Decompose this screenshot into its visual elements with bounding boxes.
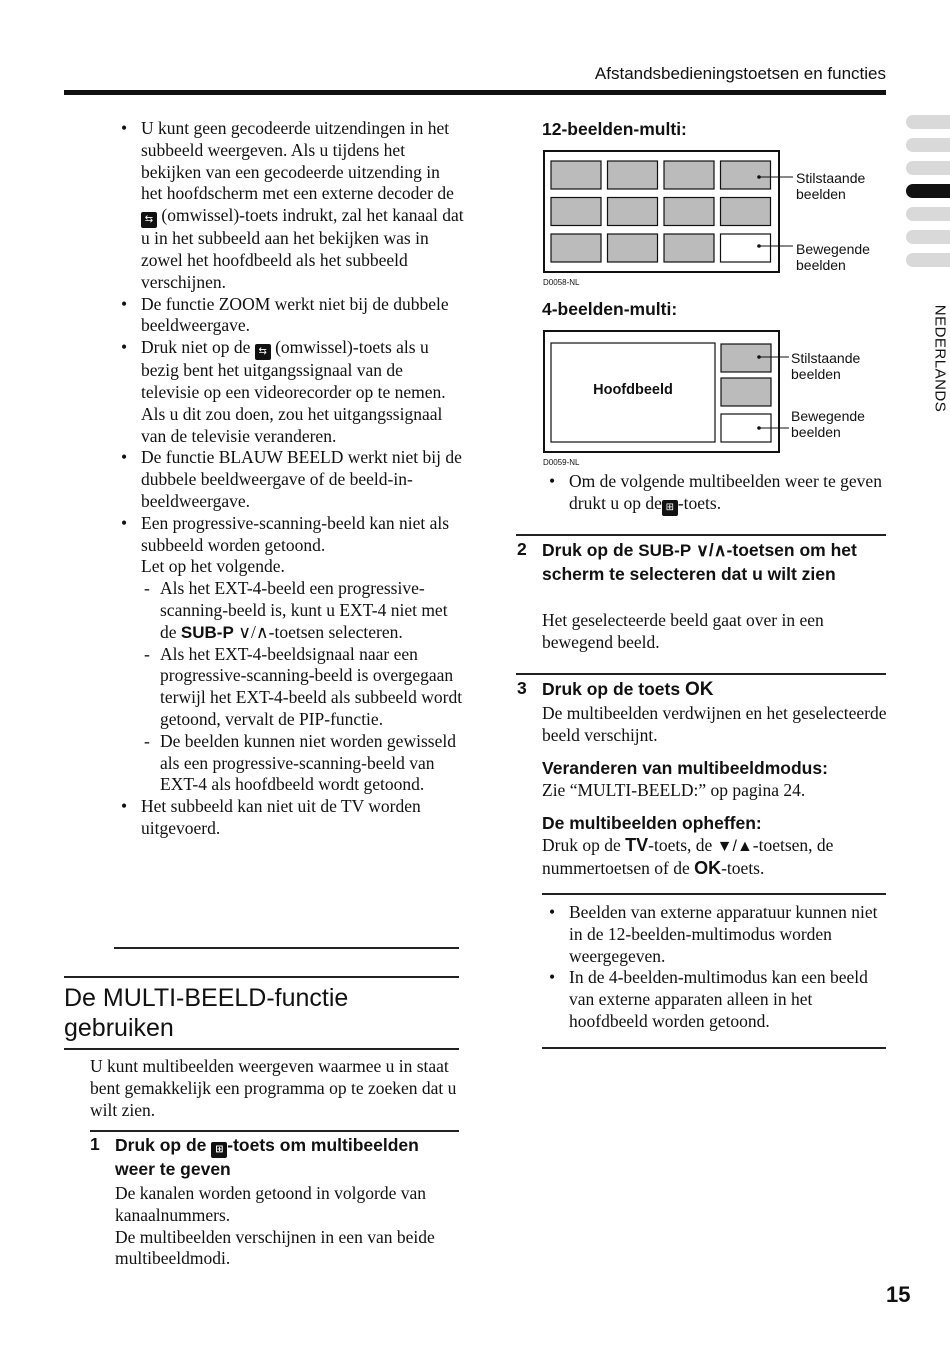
divider [64, 976, 459, 978]
page-number: 15 [886, 1282, 911, 1307]
tile-still [721, 198, 771, 226]
divider [542, 893, 886, 895]
callout-dot [757, 244, 761, 248]
tile-still [551, 161, 601, 189]
step-heading: Druk op de toets OK [542, 679, 714, 700]
section-tab-active [906, 184, 950, 198]
tile-still [608, 198, 658, 226]
header-rule [64, 90, 886, 95]
tile-still [551, 198, 601, 226]
section-tab [906, 230, 950, 244]
list-item: • U kunt geen gecodeerde uitzendingen in het subbeeld weergeven. Als u tijdens het bekijken van een gecodeerde uitzending in het hoofdscherm met een externe decoder de ⇆ (omwissel)-toets indrukt, zal het kanaal dat u in het subbeeld aan het bekijken was in zowel het hoofdbeeld als het subbeeld verschijnen. [114, 118, 464, 294]
sub-list-item: - Als het EXT-4-beeldsignaal naar een progressive-scanning-beeld is overgegaan terwijl het EXT-4-beeld als subbeeld wordt getoond, vervalt de PIP-functie. [141, 644, 464, 731]
tile-still [551, 234, 601, 262]
step-number: 1 [90, 1134, 100, 1154]
tile-still [664, 234, 714, 262]
step-number: 2 [517, 539, 527, 559]
divider [90, 1130, 459, 1132]
subheading-change-mode: Veranderen van multibeeldmodus: [542, 758, 828, 778]
section-tab [906, 138, 950, 152]
step-body: Het geselecteerde beeld gaat over in een bewegend beeld. [542, 610, 824, 652]
label-still-images: Stilstaande beelden [796, 170, 866, 202]
divider [64, 1048, 459, 1050]
section-title: De MULTI-BEELD-functie gebruiken [64, 984, 349, 1042]
divider [516, 534, 886, 536]
diagram-12-title: 12-beelden-multi: [542, 119, 687, 139]
left-notes [114, 118, 464, 840]
callout-dot [757, 175, 761, 179]
tile-still [721, 161, 771, 189]
swap-icon: ⇆ [141, 212, 157, 228]
tile-still [608, 234, 658, 262]
language-label: NEDERLANDS [931, 304, 949, 413]
subheading-cancel: De multibeelden opheffen: [542, 813, 762, 833]
section-tab [906, 161, 950, 175]
label-still-images: Stilstaande beelden [791, 350, 861, 382]
figure-code: D0058-NL [543, 278, 580, 287]
step-heading: Druk op de SUB-P ∨/∧-toetsen om het scherm te selecteren dat u wilt zien [542, 540, 857, 584]
diagram-note [542, 471, 887, 516]
subheading-body: Druk op de TV-toets, de ▼/▲-toetsen, de nummertoetsen of de OK-toets. [542, 835, 834, 878]
sub-picture [721, 344, 771, 372]
list-item: • In de 4-beelden-multimodus kan een beeld van externe apparaten alleen in het hoofdbeeld worden getoond. [542, 967, 887, 1032]
callout-dot [757, 426, 761, 430]
divider [114, 947, 459, 949]
divider [542, 1047, 886, 1049]
tile-moving [721, 234, 771, 262]
right-notes [542, 902, 887, 1033]
diagram-4-title: 4-beelden-multi: [542, 299, 678, 319]
figure-code: D0059-NL [543, 458, 580, 467]
callout-dot [757, 355, 761, 359]
sub-list-item: - Als het EXT-4-beeld een progressive-scanning-beeld is, kunt u EXT-4 niet met de SUB-P ∨/∧-toetsen selecteren. [141, 578, 464, 643]
list-item: • Het subbeeld kan niet uit de TV worden uitgevoerd. [114, 796, 464, 840]
step-heading: Druk op de ⊞ -toets om multibeelden weer te geven [115, 1135, 419, 1179]
main-picture-label: Hoofdbeeld [593, 382, 673, 398]
subheading-body: Zie “MULTI-BEELD:” op pagina 24. [542, 780, 806, 800]
list-item: • De functie ZOOM werkt niet bij de dubbele beeldweergave. [114, 294, 464, 338]
section-tab [906, 207, 950, 221]
section-tab [906, 253, 950, 267]
swap-icon: ⇆ [255, 344, 271, 360]
label-moving-images: Bewegende beelden [796, 241, 870, 273]
tile-still [664, 161, 714, 189]
sub-list-item: - De beelden kunnen niet worden gewisseld als een progressive-scanning-beeld van EXT-4 als hoofdbeeld wordt getoond. [141, 731, 464, 796]
step-body: De kanalen worden getoond in volgorde van kanaalnummers. De multibeelden verschijnen in een van beide multibeeldmodi. [115, 1183, 435, 1269]
page-header-title: Afstandsbedieningstoetsen en functies [594, 64, 886, 83]
list-item: • Druk niet op de ⇆ (omwissel)-toets als u bezig bent het uitgangssignaal van de televisie op een videorecorder op te nemen. Als u dit zou doen, zou het uitgangssignaal van de televisie veranderen. [114, 337, 464, 447]
step-number: 3 [517, 678, 527, 698]
multi-picture-icon: ⊞ [662, 500, 678, 516]
step-body: De multibeelden verdwijnen en het geselecteerde beeld verschijnt. [542, 703, 887, 745]
list-item: • De functie BLAUW BEELD werkt niet bij de dubbele beeldweergave of de beeld-in-beeldweergave. [114, 447, 464, 512]
tile-still [664, 198, 714, 226]
list-item: • Een progressive-scanning-beeld kan niet als subbeeld worden getoond. Let op het volgende. - Als het EXT-4-beeld een progressive-scanning-beeld is, kunt u EXT-4 niet met de SUB-P ∨/∧-toetsen selecteren. - Als het EXT-4-beeldsignaal naar een progressive-scanning-beeld is overgegaan terwijl het EXT-4-beeld als subbeeld wordt getoond, vervalt de PIP-functie. - De beelden kunnen niet worden gewisseld als een progressive-scanning-beeld van EXT-4 als hoofdbeeld wordt getoond. [114, 513, 464, 796]
tile-still [608, 161, 658, 189]
list-item: • Om de volgende multibeelden weer te geven drukt u op de ⊞ -toets. [542, 471, 887, 516]
list-item: • Beelden van externe apparatuur kunnen niet in de 12-beelden-multimodus worden weergegeven. [542, 902, 887, 967]
section-tab [906, 115, 950, 129]
section-intro: U kunt multibeelden weergeven waarmee u in staat bent gemakkelijk een programma op te zoeken dat u wilt zien. [90, 1056, 457, 1120]
divider [516, 673, 886, 675]
label-moving-images: Bewegende beelden [791, 408, 865, 440]
sub-picture [721, 378, 771, 406]
multi-picture-icon: ⊞ [211, 1142, 227, 1158]
